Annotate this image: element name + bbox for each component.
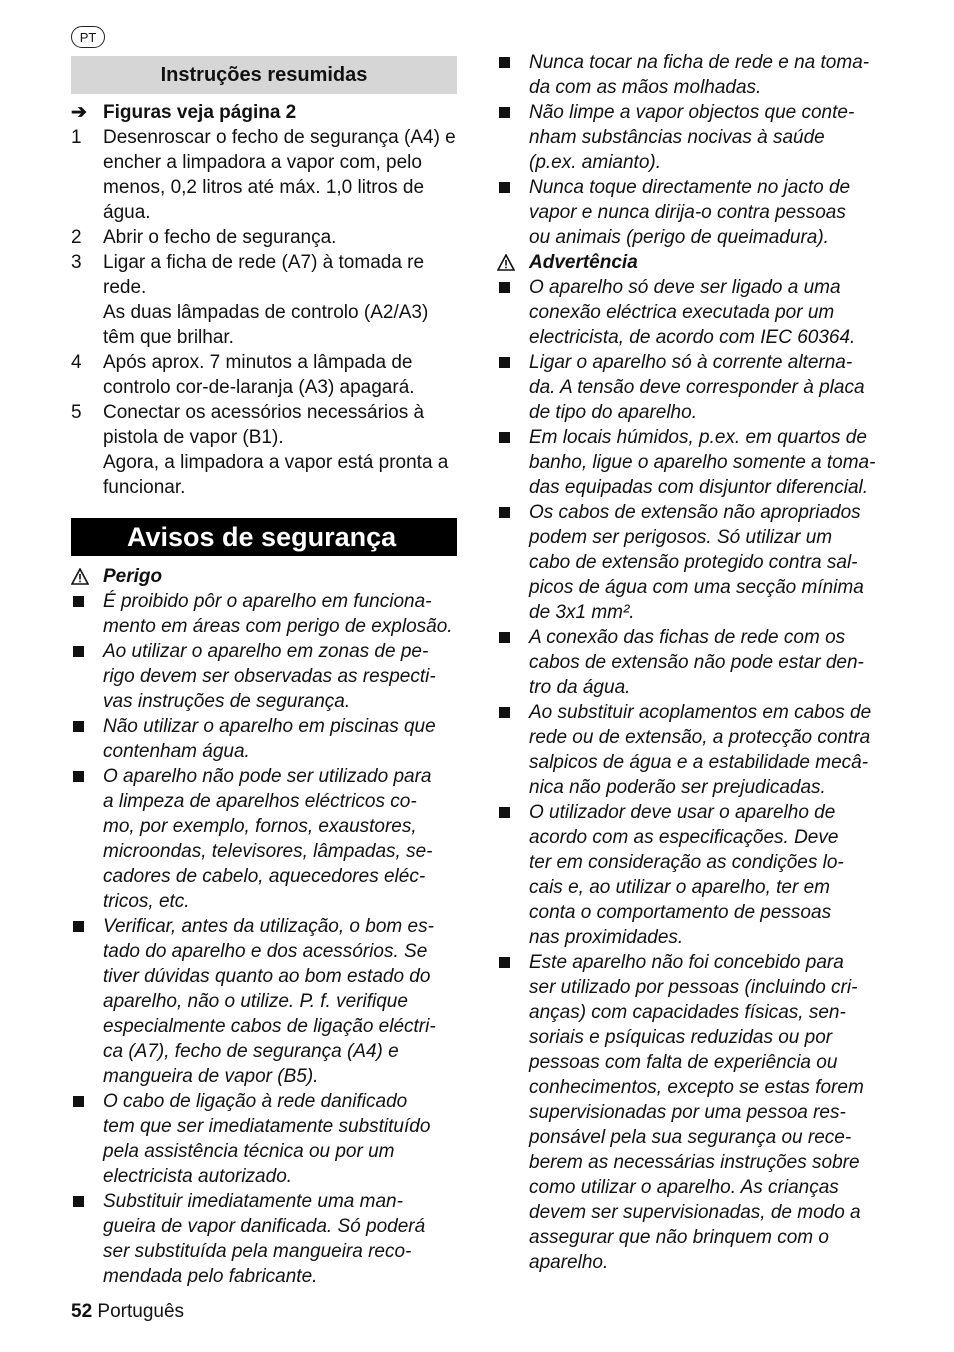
bullet-square-icon <box>497 175 529 250</box>
danger-list-continued <box>497 50 889 250</box>
page-footer <box>71 1301 184 1323</box>
bullet-square-icon <box>71 589 103 639</box>
warning-triangle-icon <box>71 568 103 585</box>
right-column <box>497 50 889 1275</box>
bullet-square-icon <box>71 1189 103 1289</box>
danger-list <box>71 589 457 1289</box>
list-item <box>497 425 889 500</box>
danger-label: Perigo <box>103 566 163 587</box>
step-line: As duas lâmpadas de controlo (A2/A3) têm que brilhar. <box>103 302 429 348</box>
danger-heading <box>71 564 457 589</box>
list-item <box>497 350 889 425</box>
bullet-square-icon <box>497 100 529 175</box>
step-item <box>71 125 457 225</box>
bullet-square-icon <box>71 639 103 714</box>
bullet-square-icon <box>497 700 529 800</box>
list-item <box>497 950 889 1275</box>
list-item-text: Em locais húmidos, p.ex. em quartos de banho, ligue o aparelho somente a toma- das equipadas com disjuntor diferencial. <box>529 427 876 498</box>
list-item <box>71 589 457 639</box>
steps-list <box>71 125 457 500</box>
list-item <box>497 700 889 800</box>
step-text <box>103 250 457 350</box>
step-number: 2 <box>71 227 82 248</box>
arrow-right-icon: ➔ <box>71 102 87 123</box>
warning-label: Advertência <box>529 252 638 273</box>
bullet-square-icon <box>71 714 103 764</box>
step-number: 5 <box>71 402 82 423</box>
step-item <box>71 350 457 400</box>
bullet-square-icon <box>71 764 103 914</box>
step-line: Desenroscar o fecho de segurança (A4) e encher a limpadora a vapor com, pelo menos, 0,2 litros até máx. 1,0 litros de água. <box>103 127 456 223</box>
list-item <box>497 50 889 100</box>
bullet-square-icon <box>497 350 529 425</box>
step-line: Conectar os acessórios necessários à pistola de vapor (B1). <box>103 402 425 448</box>
warning-list <box>497 275 889 1275</box>
list-item <box>497 500 889 625</box>
figure-reference <box>71 100 457 125</box>
step-text <box>103 125 457 225</box>
list-item-text: O utilizador deve usar o aparelho de acordo com as especificações. Deve ter em consideração as condições lo- cais e, ao utilizar o aparelho, ter em conta o comportamento de pessoas nas proximidades. <box>529 802 844 948</box>
step-number: 1 <box>71 127 82 148</box>
figure-reference-text: Figuras veja página 2 <box>103 102 297 123</box>
list-item-text: O aparelho não pode ser utilizado para a limpeza de aparelhos eléctricos co- mo, por exemplo, fornos, exaustores, microondas, televisores, lâmpadas, se- cadores de cabelo, aquecedores eléc- tricos, etc. <box>103 766 433 912</box>
bullet-square-icon <box>497 275 529 350</box>
bullet-square-icon <box>497 425 529 500</box>
list-item-text: Substituir imediatamente uma man- gueira de vapor danificada. Só poderá ser substituída pela mangueira reco- mendada pelo fabricante. <box>103 1191 426 1287</box>
list-item-text: Os cabos de extensão não apropriados podem ser perigosos. Só utilizar um cabo de extensão protegido contra sal- picos de água com uma secção mínima de 3x1 mm². <box>529 502 864 623</box>
step-line: Após aprox. 7 minutos a lâmpada de controlo cor-de-laranja (A3) apagará. <box>103 352 415 398</box>
list-item-text: Não limpe a vapor objectos que conte- nham substâncias nocivas à saúde (p.ex. amianto). <box>529 102 855 173</box>
warning-heading <box>497 250 889 275</box>
list-item-text: Ao substituir acoplamentos em cabos de rede ou de extensão, a protecção contra salpicos de água e a estabilidade mecâ- nica não poderão ser prejudicadas. <box>529 702 872 798</box>
step-item <box>71 225 457 250</box>
warning-triangle-icon <box>497 254 529 271</box>
list-item <box>497 175 889 250</box>
step-text <box>103 350 457 400</box>
language-badge: PT <box>71 26 105 48</box>
list-item-text: É proibido pôr o aparelho em funciona- mento em áreas com perigo de explosão. <box>103 591 453 637</box>
list-item-text: O cabo de ligação à rede danificado tem que ser imediatamente substituído pela assistência técnica ou por um electricista autorizado. <box>103 1091 431 1187</box>
step-item <box>71 400 457 500</box>
step-line: Ligar a ficha de rede (A7) à tomada re rede. <box>103 252 425 298</box>
bullet-square-icon <box>497 950 529 1275</box>
list-item-text: Ao utilizar o aparelho em zonas de pe- rigo devem ser observadas as respecti- vas instruções de segurança. <box>103 641 436 712</box>
list-item <box>71 764 457 914</box>
list-item <box>497 800 889 950</box>
left-column <box>71 56 457 1289</box>
list-item-text: Nunca tocar na ficha de rede e na toma- da com as mãos molhadas. <box>529 52 870 98</box>
safety-heading: Avisos de segurança <box>71 518 457 556</box>
step-line: Agora, a limpadora a vapor está pronta a funcionar. <box>103 452 449 498</box>
list-item <box>71 914 457 1089</box>
page-number: 52 <box>71 1301 93 1322</box>
step-number: 4 <box>71 352 82 373</box>
list-item <box>497 625 889 700</box>
list-item-text: A conexão das fichas de rede com os cabos de extensão não pode estar den- tro da água. <box>529 627 864 698</box>
list-item <box>71 1089 457 1189</box>
list-item-text: Nunca toque directamente no jacto de vapor e nunca dirija-o contra pessoas ou animais (perigo de queimadura). <box>529 177 851 248</box>
list-item <box>71 714 457 764</box>
footer-language: Português <box>97 1301 185 1322</box>
bullet-square-icon <box>71 1089 103 1189</box>
list-item <box>497 275 889 350</box>
bullet-square-icon <box>71 914 103 1089</box>
bullet-square-icon <box>497 800 529 950</box>
list-item-text: Não utilizar o aparelho em piscinas que contenham água. <box>103 716 436 762</box>
step-number: 3 <box>71 252 82 273</box>
list-item-text: Este aparelho não foi concebido para ser utilizado por pessoas (incluindo cri- anças) com capacidades físicas, sen- soriais e psíquicas reduzidas ou por pessoas com falta de experiência ou conhecimentos, excepto se estas forem supervisionadas por uma pessoa res- ponsável pela sua segurança ou rece- berem as necessárias instruções sobre como utilizar o aparelho. As crianças devem ser supervisionadas, de modo a assegurar que não brinquem com o aparelho. <box>529 952 864 1273</box>
step-text <box>103 400 457 500</box>
list-item-text: Verificar, antes da utilização, o bom es- tado do aparelho e dos acessórios. Se tiver dúvidas quanto ao bom estado do aparelho, não o utilize. P. f. verifique especialmente cabos de ligação eléctri- ca (A7), fecho de segurança (A4) e mangueira de vapor (B5). <box>103 916 436 1087</box>
list-item <box>71 639 457 714</box>
list-item <box>497 100 889 175</box>
bullet-square-icon <box>497 50 529 100</box>
step-text <box>103 225 457 250</box>
bullet-square-icon <box>497 625 529 700</box>
list-item <box>71 1189 457 1289</box>
list-item-text: Ligar o aparelho só à corrente alterna- da. A tensão deve corresponder à placa de tipo do aparelho. <box>529 352 865 423</box>
bullet-square-icon <box>497 500 529 625</box>
quick-instructions-heading: Instruções resumidas <box>71 56 457 94</box>
step-item <box>71 250 457 350</box>
step-line: Abrir o fecho de segurança. <box>103 227 337 248</box>
list-item-text: O aparelho só deve ser ligado a uma conexão eléctrica executada por um electricista, de acordo com IEC 60364. <box>529 277 856 348</box>
